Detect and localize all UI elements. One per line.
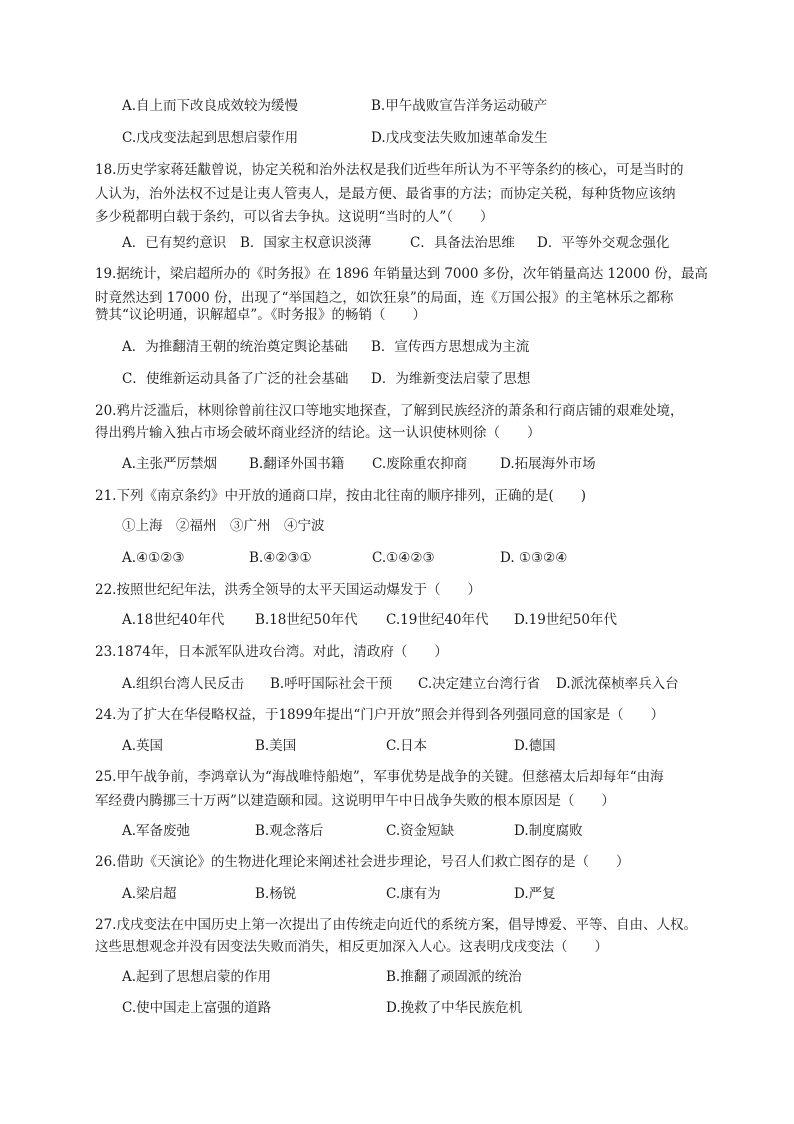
- q22-option-c: C.19世纪40年代: [386, 612, 489, 628]
- q23-option-d: D.派沈葆桢率兵入台: [556, 676, 679, 692]
- q17-option-b: B.甲午战败宣告洋务运动破产: [371, 98, 548, 114]
- q21-option-b: B.④②③①: [249, 550, 312, 566]
- q20-option-b: B.翻译外国书籍: [249, 456, 345, 472]
- q24-option-b: B.美国: [255, 738, 297, 754]
- q20-option-a: A.主张严厉禁烟: [122, 456, 218, 472]
- q21-option-c: C.①④②③: [372, 550, 435, 566]
- q26-stem-line1: 26.借助《天演论》的生物进化理论来阐述社会进步理论，号召人们救亡图存的是（ ）: [95, 854, 630, 870]
- q25-stem-line2: 军经费内腾挪三十万两”以建造颐和园。这说明甲午中日战争失败的根本原因是（ ）: [95, 793, 615, 809]
- q18-stem-line1: 18.历史学家蒋廷黻曾说，协定关税和治外法权是我们近些年所认为不平等条约的核心，可是当时的: [95, 162, 684, 178]
- q27-option-a: A.起到了思想启蒙的作用: [122, 969, 272, 985]
- q27-option-b: B.推翻了顽固派的统治: [386, 969, 522, 985]
- q20-stem-line2: 得出鸦片输入独占市场会破坏商业经济的结论。这一认识使林则徐（ ）: [95, 425, 541, 441]
- q19-stem-line2: 时竟然达到 17000 份，出现了“举国趋之，如饮狂泉”的局面，连《万国公报》的主笔林乐之都称: [95, 290, 674, 306]
- q26-option-c: C.康有为: [386, 886, 441, 902]
- q27-stem-line2: 这些思想观念并没有因变法失败而消失，相反更加深入人心。这表明戊戌变法（ ）: [95, 939, 608, 955]
- q22-stem-line1: 22.按照世纪纪年法，洪秀全领导的太平天国运动爆发于（ ）: [95, 582, 481, 598]
- q20-option-d: D.拓展海外市场: [500, 456, 596, 472]
- q26-option-b: B.杨锐: [255, 886, 297, 902]
- q26-option-a: A.梁启超: [122, 886, 177, 902]
- q19-stem-line3: 赞其“议论明通，识解超卓”。《时务报》的畅销（ ）: [95, 307, 427, 323]
- q23-option-c: C.决定建立台湾行省: [418, 676, 541, 692]
- q20-stem-line1: 20.鸦片泛滥后，林则徐曾前往汉口等地实地探查，了解到民族经济的萧条和行商店铺的艰难处境，: [95, 403, 684, 419]
- q18-option-c: C．具备法治思维: [410, 235, 515, 251]
- q21-option-d: D. ①③②④: [500, 550, 568, 566]
- q24-option-c: C.日本: [386, 738, 428, 754]
- q19-option-c: C．使维新运动具备了广泛的社会基础: [122, 371, 349, 387]
- q18-stem-line3: 多少税都明白载于条约，可以省去争执。这说明“当时的人”（ ）: [95, 209, 494, 225]
- q17-option-c: C.戊戌变法起到思想启蒙作用: [122, 130, 299, 146]
- q17-option-a: A.自上而下改良成效较为缓慢: [122, 98, 299, 114]
- q22-option-b: B.18世纪50年代: [255, 612, 358, 628]
- q25-stem-line1: 25.甲午战争前，李鸿章认为“海战唯恃船炮”，军事优势是战争的关键。但慈禧太后却每年“由海: [95, 769, 664, 785]
- q23-option-a: A.组织台湾人民反击: [122, 676, 245, 692]
- q18-option-d: D．平等外交观念强化: [537, 235, 670, 251]
- q18-option-a: A．已有契约意识: [122, 235, 227, 251]
- q26-option-d: D.严复: [514, 886, 556, 902]
- q25-option-d: D.制度腐败: [514, 823, 583, 839]
- q21-stem-line1: 21.下列《南京条约》中开放的通商口岸，按由北往南的顺序排列，正确的是( ): [95, 488, 587, 504]
- q27-stem-line1: 27.戊戌变法在中国历史上第一次提出了由传统走向近代的系统方案，倡导博爱、平等、自由、人权。: [95, 917, 697, 933]
- q19-option-a: A．为推翻清王朝的统治奠定舆论基础: [122, 339, 348, 355]
- q22-option-a: A.18世纪40年代: [122, 612, 225, 628]
- q23-option-b: B.呼吁国际社会干预: [270, 676, 393, 692]
- q21-items: ①上海 ②福州 ③广州 ④宁波: [122, 518, 325, 534]
- q19-option-d: D．为维新变法启蒙了思想: [371, 371, 531, 387]
- q24-option-d: D.德国: [514, 738, 556, 754]
- q18-stem-line2: 人认为，治外法权不过是让夷人管夷人，是最方便、最省事的方法；而协定关税，每种货物应该纳: [95, 186, 676, 202]
- q27-option-d: D.挽救了中华民族危机: [386, 1000, 523, 1016]
- q25-option-a: A.军备废弛: [122, 823, 191, 839]
- q25-option-b: B.观念落后: [255, 823, 324, 839]
- q19-stem-line1: 19.据统计，梁启超所办的《时务报》在 1896 年销量达到 7000 多份，次年销量高达 12000 份，最高: [95, 266, 708, 282]
- q20-option-c: C.废除重农抑商: [372, 456, 468, 472]
- q21-option-a: A.④①②③: [122, 550, 185, 566]
- q27-option-c: C.使中国走上富强的道路: [122, 1000, 272, 1016]
- q18-option-b: B．国家主权意识淡薄: [240, 235, 372, 251]
- q24-stem-line1: 24.为了扩大在华侵略权益，于1899年提出“门户开放”照会并得到各列强同意的国家是（ ）: [95, 707, 665, 723]
- q19-option-b: B．宣传西方思想成为主流: [371, 339, 530, 355]
- q17-option-d: D.戊戌变法失败加速革命发生: [371, 130, 548, 146]
- q22-option-d: D.19世纪50年代: [514, 612, 617, 628]
- q25-option-c: C.资金短缺: [386, 823, 455, 839]
- q23-stem-line1: 23.1874年，日本派军队进攻台湾。对此，清政府（ ）: [95, 644, 448, 660]
- q24-option-a: A.英国: [122, 738, 164, 754]
